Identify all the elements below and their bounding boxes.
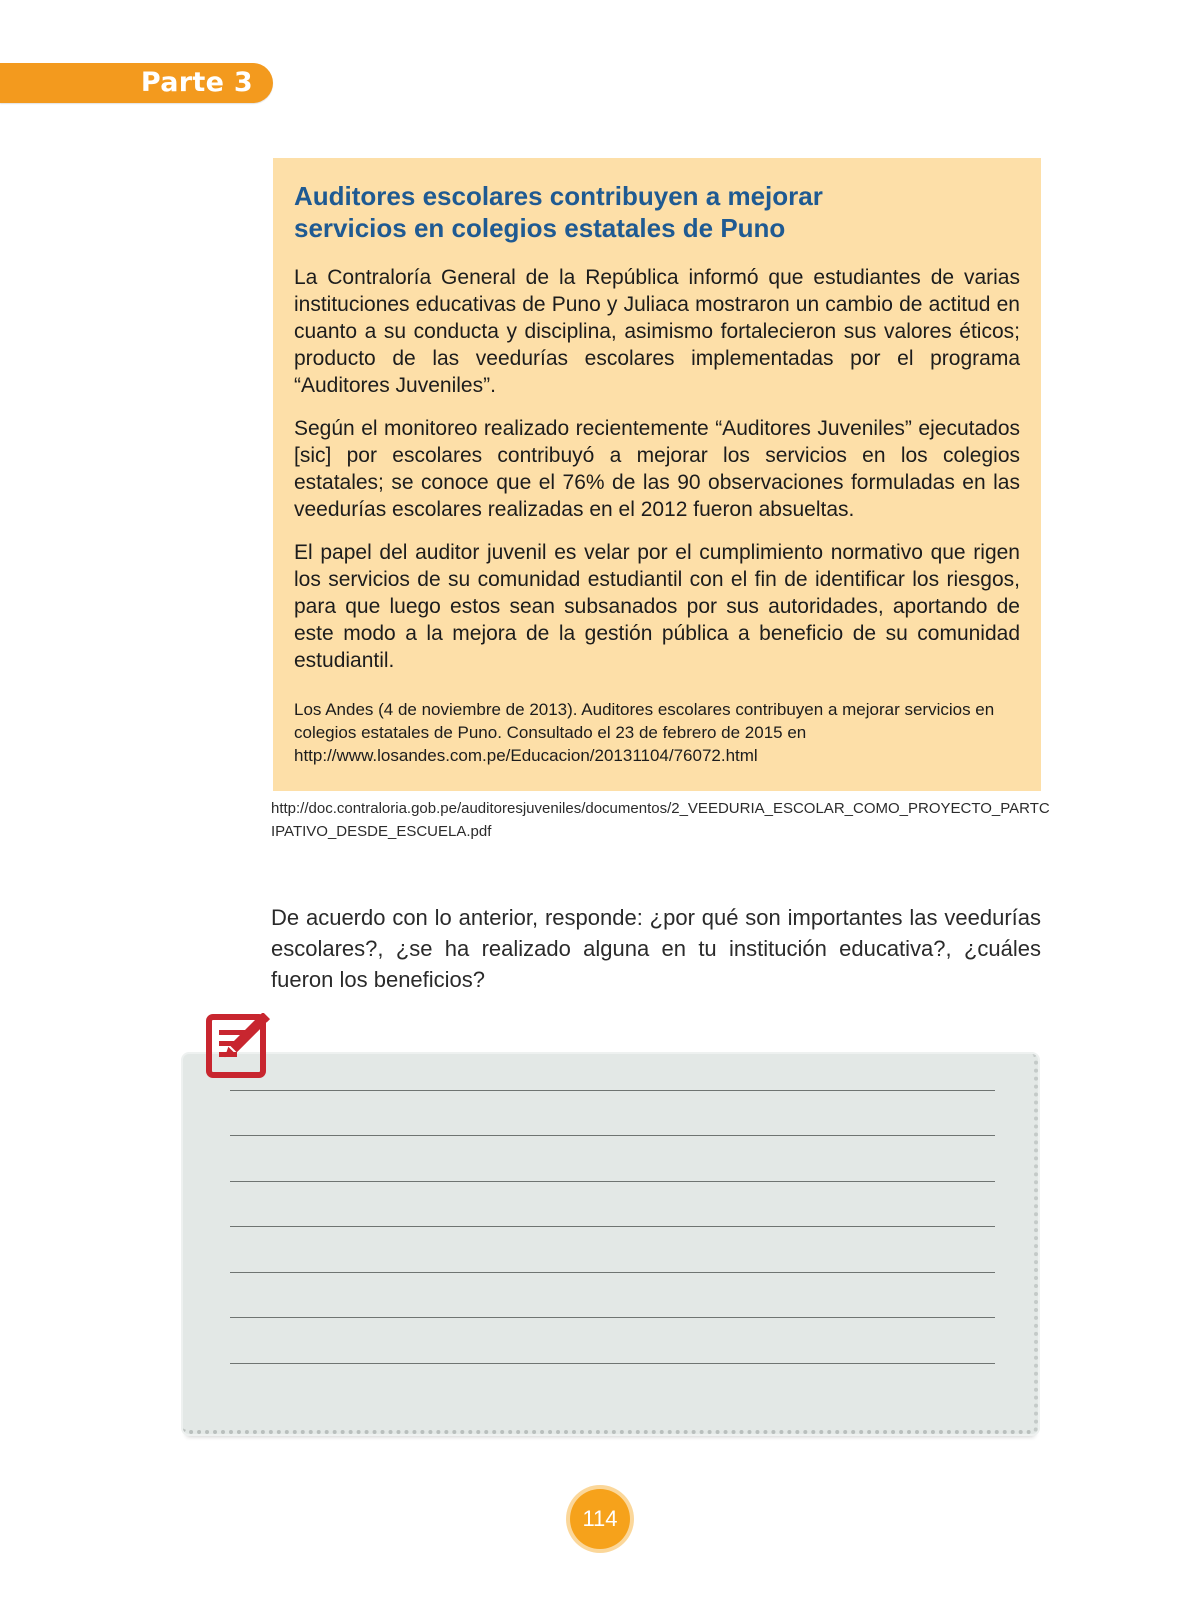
- answer-line[interactable]: [230, 1090, 995, 1091]
- article-paragraph-1: La Contraloría General de la República informó que estudiantes de varias instituciones educativas de Puno y Juliaca mostraron un cambio de actitud en cuanto a su conducta y disciplina, asimismo fortalecieron sus valores éticos; producto de las veedurías escolares implementadas por el programa “Auditores Juveniles”.: [294, 266, 1020, 397]
- article-box: [273, 158, 1041, 791]
- answer-line[interactable]: [230, 1135, 995, 1136]
- answer-box[interactable]: [183, 1054, 1038, 1434]
- answer-line[interactable]: [230, 1226, 995, 1227]
- article-citation: Los Andes (4 de noviembre de 2013). Auditores escolares contribuyen a mejorar servicios en colegios estatales de Puno. Consultado el 23 de febrero de 2015 en http://www.losandes.com.pe/Educacion/20131104/76072.html: [294, 700, 995, 765]
- answer-line[interactable]: [230, 1317, 995, 1318]
- article-paragraph-3: El papel del auditor juvenil es velar por el cumplimiento normativo que rigen los servicios de su comunidad estudiantil con el fin de identificar los riesgos, para que luego estos sean subsanados por sus autoridades, aportando de este modo a la mejora de la gestión pública a beneficio de su comunidad estudiantil.: [294, 541, 1020, 672]
- page-number: 114: [570, 1489, 630, 1549]
- pencil-note-icon: [206, 1013, 282, 1083]
- source-url: http://doc.contraloria.gob.pe/auditoresjuveniles/documentos/2_VEEDURIA_ESCOLAR_COMO_PROYECTO_PARTCIPATIVO_DESDE_ESCUELA.pdf: [271, 800, 1050, 840]
- question-text: De acuerdo con lo anterior, responde: ¿por qué son importantes las veedurías escolares?, ¿se ha realizado alguna en tu institución educativa?, ¿cuáles fueron los beneficios?: [271, 905, 1041, 992]
- answer-line[interactable]: [230, 1272, 995, 1273]
- article-title: Auditores escolares contribuyen a mejorar servicios en colegios estatales de Puno: [294, 181, 823, 243]
- answer-line[interactable]: [230, 1363, 995, 1364]
- article-paragraph-2: Según el monitoreo realizado recientemente “Auditores Juveniles” ejecutados [sic] por escolares contribuyó a mejorar los servicios en los colegios estatales; se conoce que el 76% de las 90 observaciones formuladas en las veedurías escolares realizadas en el 2012 fueron absueltas.: [294, 417, 1020, 521]
- section-tab: [0, 63, 273, 103]
- section-label: Parte 3: [140, 67, 253, 98]
- answer-line[interactable]: [230, 1181, 995, 1182]
